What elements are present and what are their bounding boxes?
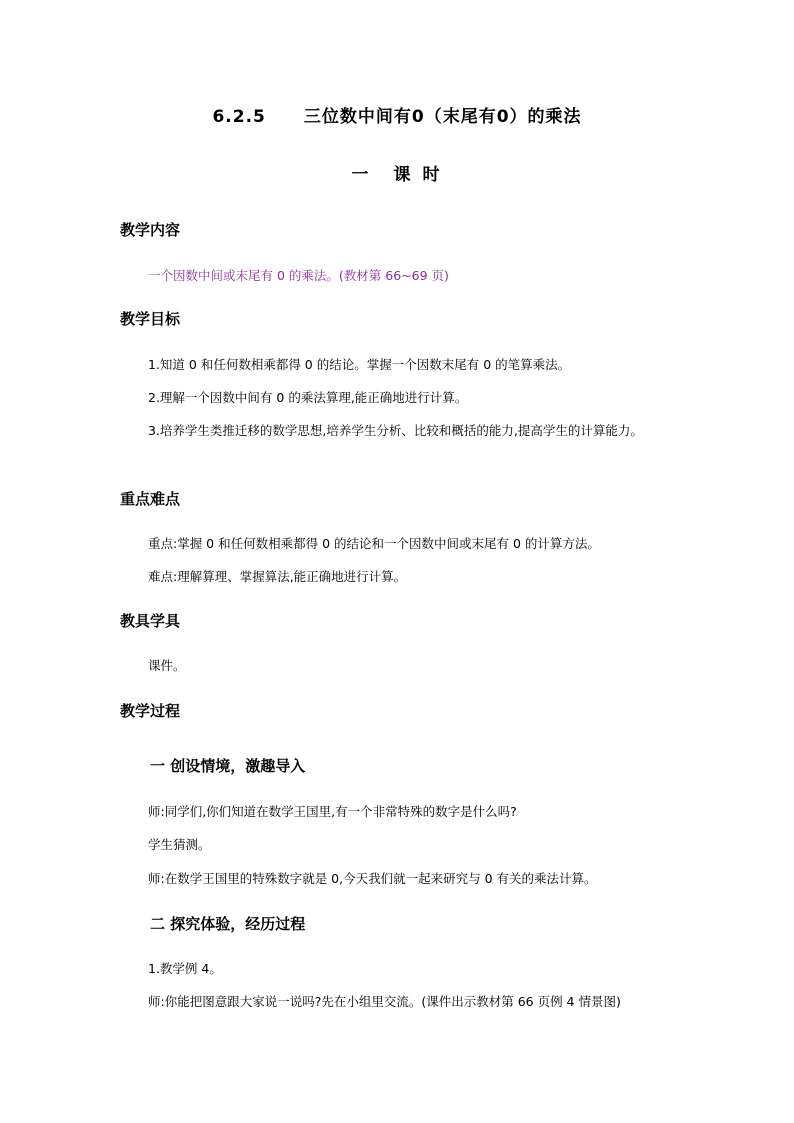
process-step-2-paragraph-2: 师:你能把图意跟大家说一说吗?先在小组里交流。(课件出示教材第 66 页例 4 情景图) (148, 994, 621, 1009)
heading-teaching-content: 教学内容 (120, 221, 181, 239)
document-subtitle (0, 160, 794, 185)
subtitle-part-b: 课 时 (393, 165, 443, 185)
key-point-text: 重点:掌握 0 和任何数相乘都得 0 的结论和一个因数中间或末尾有 0 的计算方法。 (148, 536, 600, 551)
goal-item-3: 3.培养学生类推迁移的数学思想,培养学生分析、比较和概括的能力,提高学生的计算能力。 (148, 423, 643, 438)
title-number: 6.2.5 (212, 107, 266, 127)
heading-teaching-tools: 教具学具 (120, 612, 181, 630)
title-text: 三位数中间有0（末尾有0）的乘法 (303, 107, 582, 127)
process-step-2-paragraph-1: 1.教学例 4。 (148, 961, 222, 976)
heading-teaching-process: 教学过程 (120, 702, 181, 720)
process-step-1-paragraph-3: 师:在数学王国里的特殊数字就是 0,今天我们就一起来研究与 0 有关的乘法计算。 (148, 871, 597, 886)
process-step-1-paragraph-2: 学生猜测。 (148, 837, 211, 852)
difficult-point-text: 难点:理解算理、掌握算法,能正确地进行计算。 (148, 569, 407, 584)
process-step-2-heading: 二 探究体验，经历过程 (150, 915, 306, 933)
teaching-content-text: 一个因数中间或末尾有 0 的乘法。(教材第 66~69 页) (148, 268, 449, 283)
heading-teaching-goals: 教学目标 (120, 310, 181, 328)
heading-key-points: 重点难点 (120, 490, 181, 508)
teaching-tools-text: 课件。 (148, 658, 186, 673)
goal-item-1: 1.知道 0 和任何数相乘都得 0 的结论。掌握一个因数末尾有 0 的笔算乘法。 (148, 357, 571, 372)
document-title (0, 102, 794, 127)
process-step-1-heading: 一 创设情境，激趣导入 (150, 757, 306, 775)
goal-item-2: 2.理解一个因数中间有 0 的乘法算理,能正确地进行计算。 (148, 390, 468, 405)
subtitle-part-a: 一 (351, 165, 372, 185)
process-step-1-paragraph-1: 师:同学们,你们知道在数学王国里,有一个非常特殊的数字是什么吗? (148, 804, 517, 819)
